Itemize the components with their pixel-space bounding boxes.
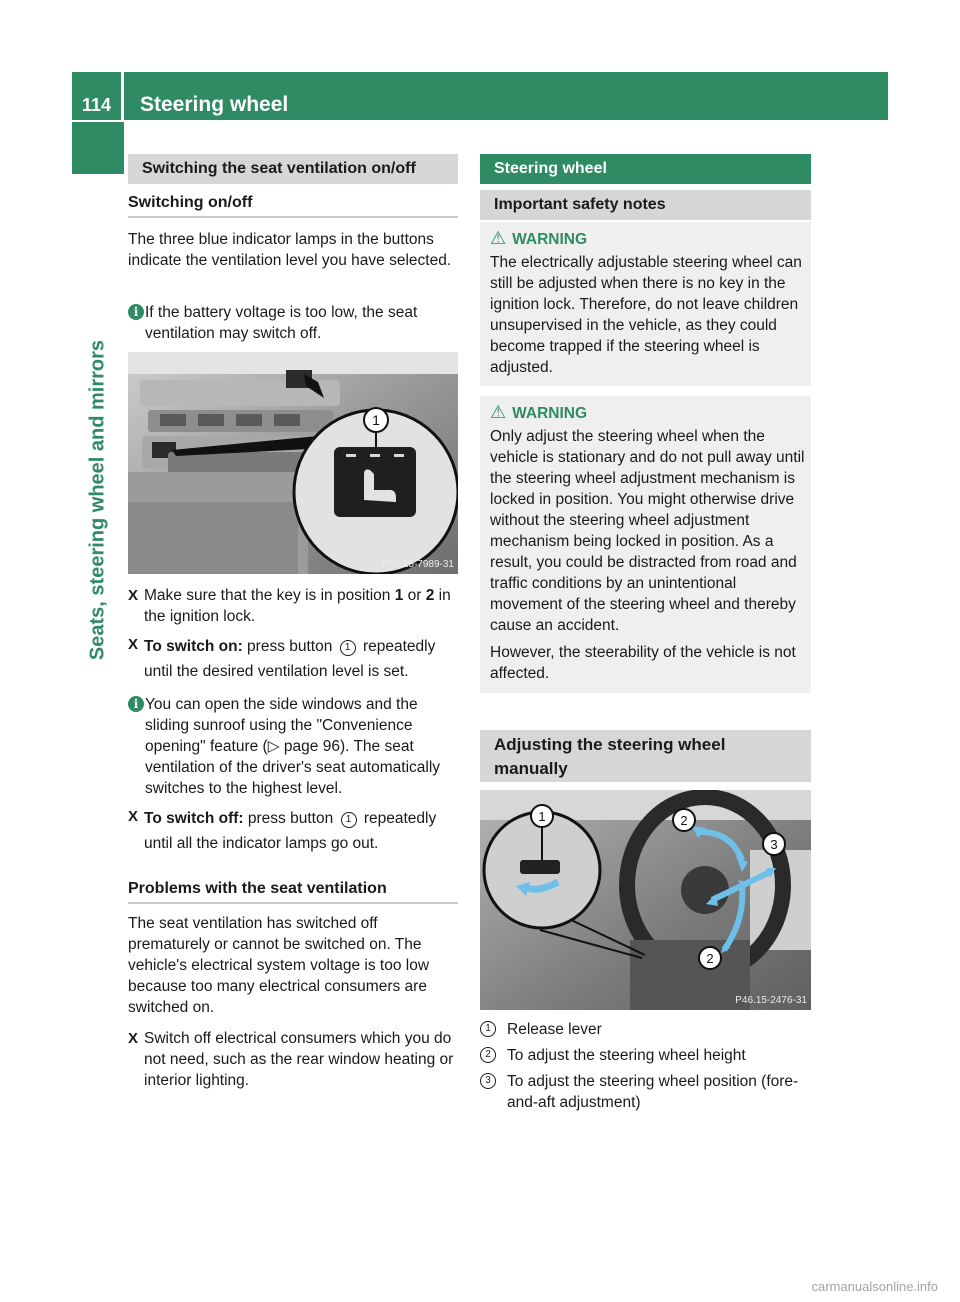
step-marker-icon: X	[128, 808, 139, 825]
caption-number-3: 3	[480, 1073, 496, 1089]
step-marker-icon: X	[128, 636, 139, 653]
step-switch-off-consumers	[128, 1028, 460, 1091]
section-bar-seat-ventilation: Switching the seat ventilation on/off	[128, 154, 458, 184]
intro-text: The three blue indicator lamps in the buttons indicate the ventilation level you have selected.	[128, 231, 452, 269]
caption-3-text: To adjust the steering wheel position (fore-and-aft adjustment)	[507, 1073, 799, 1111]
adjust-manually-bar: Adjusting the steering wheel manually	[480, 730, 811, 782]
seat-ventilation-illustration	[128, 352, 458, 574]
step1-text-e: in the ignition lock.	[144, 587, 451, 625]
caption-3	[480, 1071, 811, 1113]
warning-1-text: The electrically adjustable steering wheel can still be adjusted when there is no key in the ignition lock. Therefore, do not leave children unsupervised in the vehicle, as they could become trapped if the steering wheel is adjusted.	[490, 254, 802, 376]
steering-wheel-illustration	[480, 790, 811, 1010]
steering-wheel-photo	[480, 790, 811, 1010]
warning-1-label: WARNING	[512, 231, 588, 248]
page-number: 114	[72, 72, 124, 120]
caption-2	[480, 1045, 811, 1066]
image2-callout-1: 1	[538, 809, 546, 824]
warning-2-text-2: However, the steerability of the vehicle is not affected.	[490, 644, 796, 682]
step1-text-a: Make sure that the key is in position	[144, 587, 395, 604]
warning-box-2	[480, 396, 811, 693]
side-tab	[72, 335, 124, 665]
image2-callout-2-bottom: 2	[706, 951, 714, 966]
step2-text-b: repeatedly until the desired ventilation level is set.	[144, 638, 436, 680]
seat-ventilation-photo	[128, 352, 458, 574]
caption-number-2: 2	[480, 1047, 496, 1063]
info-icon: i	[128, 304, 144, 320]
switch-off-label: To switch off:	[144, 810, 244, 827]
image1-code: P54.25-7989-31	[382, 559, 454, 570]
info-note-battery-text: If the battery voltage is too low, the seat ventilation may switch off.	[145, 304, 418, 342]
info-note-convenience-text: You can open the side windows and the sliding sunroof using the "Convenience opening" feature (▷ page 96). The seat ventilation of the driver's seat automatically switches to the highest level.	[145, 696, 441, 797]
step1-pos1: 1	[394, 587, 404, 604]
step-key-position	[128, 585, 458, 627]
warning-2-text: Only adjust the steering wheel when the vehicle is stationary and do not pull away until the steering wheel adjustment mechanism is locked in position. You might otherwise drive without the steering wheel adjustment mechanism being locked in position. As a result, you could be distracted from road and traffic conditions by an unintentional movement of the steering wheel and thereby cause an accident.	[490, 428, 805, 634]
side-tab-marker	[72, 122, 124, 174]
divider	[128, 902, 458, 904]
image1-callout-1: 1	[372, 412, 380, 428]
caption-1-text: Release lever	[507, 1021, 602, 1038]
callout-circle-1: 1	[340, 640, 356, 656]
section-bar-steering-wheel: Steering wheel	[480, 154, 811, 184]
warning-box-1	[480, 222, 811, 386]
step-marker-icon: X	[128, 587, 139, 604]
caption-1	[480, 1019, 811, 1040]
switching-title: Switching on/off	[128, 194, 253, 211]
safety-notes-bar: Important safety notes	[480, 190, 811, 220]
step-switch-on	[128, 634, 460, 684]
step1-pos2: 2	[425, 587, 435, 604]
step4-text: Switch off electrical consumers which you do not need, such as the rear window heating or interior lighting.	[144, 1030, 454, 1089]
image2-callout-2-top: 2	[680, 813, 688, 828]
warning-1-header	[490, 228, 808, 249]
problems-text: The seat ventilation has switched off prematurely or cannot be switched on. The vehicle's electrical system voltage is too low because too many electrical consumers are switched on.	[128, 915, 430, 1016]
switch-on-label: To switch on:	[144, 638, 243, 655]
step3-text-b: repeatedly until all the indicator lamps go out.	[144, 810, 437, 852]
callout-circle-1: 1	[341, 812, 357, 828]
caption-2-text: To adjust the steering wheel height	[507, 1047, 746, 1064]
side-tab-label: Seats, steering wheel and mirrors	[86, 339, 109, 661]
image2-code: P46.15-2476-31	[735, 995, 807, 1006]
divider	[128, 216, 458, 218]
step-marker-icon: X	[128, 1030, 139, 1047]
info-icon: i	[128, 696, 144, 712]
watermark: carmanualsonline.info	[811, 1279, 938, 1294]
warning-triangle-icon: ⚠	[490, 228, 507, 248]
info-note-convenience	[128, 694, 460, 799]
step3-text-a: press button	[243, 810, 338, 827]
caption-number-1: 1	[480, 1021, 496, 1037]
step-switch-off	[128, 806, 460, 856]
step1-text-c: or	[403, 587, 426, 604]
warning-2-label: WARNING	[512, 405, 588, 422]
image2-callout-3: 3	[770, 837, 778, 852]
problems-title: Problems with the seat ventilation	[128, 880, 387, 897]
info-note-battery	[128, 302, 458, 344]
page-title: Steering wheel	[140, 93, 289, 116]
step2-text-a: press button	[242, 638, 337, 655]
warning-2-header	[490, 402, 808, 423]
warning-triangle-icon: ⚠	[490, 402, 507, 422]
